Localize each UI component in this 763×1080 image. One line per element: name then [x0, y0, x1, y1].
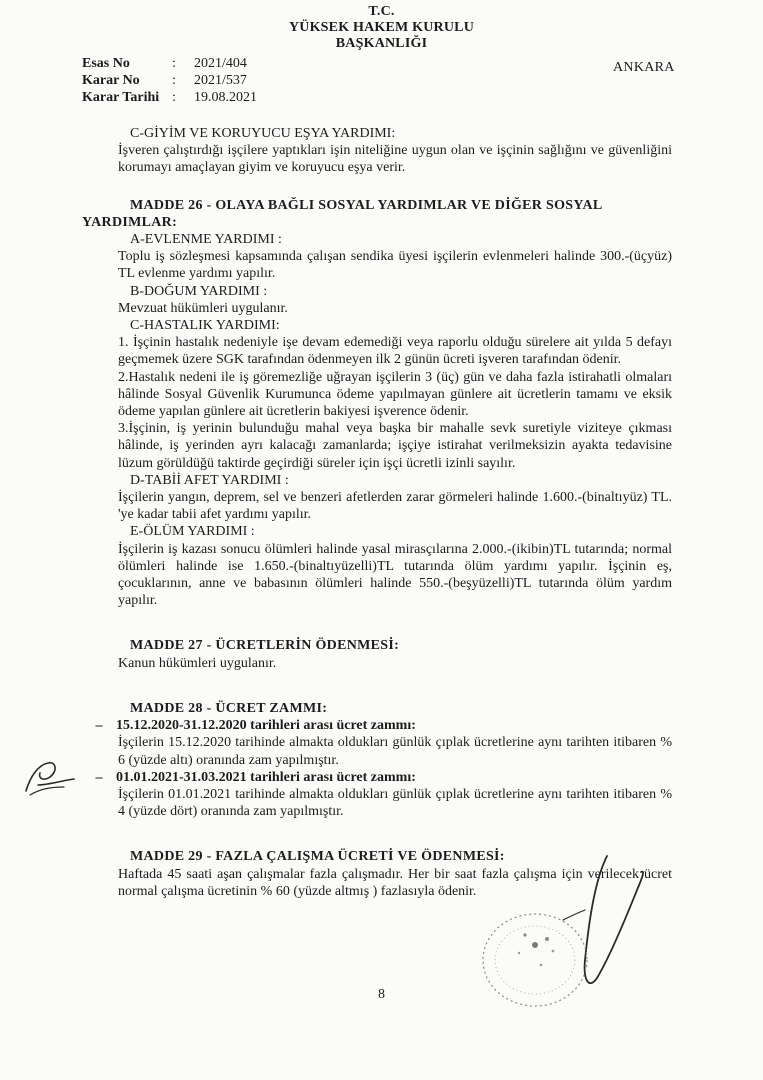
paragraph-olum: İşçilerin iş kazası sonucu ölümleri halinde yasal mirasçılarına 2.000.-(ikibin)TL tutarında; normal ölümleri halinde ise 1.650.-(binaltıyüzelli)TL tutarında ölüm yardımı yapılır. İşçinin eş, çocuklarının, anne ve babasının ölümleri halinde 550.-(beşyüzelli)TL tutarında ölüm yardım yapılır.	[118, 541, 672, 609]
meta-row-karar	[82, 72, 257, 89]
section-heading-afet: D-TABİİ AFET YARDIMI :	[130, 472, 289, 488]
paragraph-dogum: Mevzuat hükümleri uygulanır.	[118, 300, 288, 316]
zam-1-heading: 15.12.2020-31.12.2020 tarihleri arası ücret zammı:	[116, 718, 416, 734]
page-number: 8	[378, 987, 385, 1002]
madde-28-title: MADDE 28 - ÜCRET ZAMMI:	[130, 700, 328, 716]
header-line-tc: T.C.	[368, 4, 395, 19]
meta-label: Esas No	[82, 56, 130, 71]
madde-27-title: MADDE 27 - ÜCRETLERİN ÖDENMESİ:	[130, 638, 400, 654]
document-body	[82, 125, 672, 900]
section-heading-dogum: B-DOĞUM YARDIMI :	[130, 283, 268, 299]
meta-colon: :	[172, 90, 176, 105]
meta-value: 2021/537	[194, 73, 247, 88]
case-metadata	[82, 55, 257, 106]
section-heading-olum: E-ÖLÜM YARDIMI :	[130, 524, 255, 540]
section-heading-hastalik: C-HASTALIK YARDIMI:	[130, 318, 280, 334]
meta-label: Karar Tarihi	[82, 90, 160, 105]
list-item-zam-2	[82, 769, 672, 786]
zam-2-heading: 01.01.2021-31.03.2021 tarihleri arası ücret zammı:	[116, 769, 416, 785]
paragraph-giyim: İşveren çalıştırdığı işçilere yaptıkları işin niteliğine uygun olan ve işçinin sağlığını ve güvenliğini korumayı amaçlayan giyim ve koruyucu eşya verir.	[118, 143, 672, 176]
meta-colon: :	[172, 73, 176, 88]
meta-row-esas	[82, 55, 257, 72]
section-heading-evlenme: A-EVLENME YARDIMI :	[130, 232, 282, 248]
paragraph-evlenme: Toplu iş sözleşmesi kapsamında çalışan sendika üyesi işçilerin evlenmeleri halinde 300.-(üçyüz) TL evlenme yardımı yapılır.	[118, 249, 672, 282]
city-label: ANKARA	[613, 60, 675, 75]
header-line-institution: YÜKSEK HAKEM KURULU	[288, 20, 475, 35]
paragraph-madde-29: Haftada 45 saati aşan çalışmalar fazla çalışmadır. Her bir saat fazla çalışma için verilecek ücret normal çalışma ücretinin % 60 (yüzde altmış ) fazlasıyla ödenir.	[118, 866, 672, 899]
madde-26-title-cont: YARDIMLAR:	[82, 214, 178, 230]
meta-value: 2021/404	[194, 56, 247, 71]
paragraph-hastalik-2: 2.Hastalık nedeni ile iş göremezliğe uğrayan işçilerin 3 (üç) gün ve daha fazla istirahatli olmaları hâlinde Sosyal Güvenlik Kurumunca ödeme yapılmayan günlere ait ücretlerin tamamı ve eksik ödeme yapılan günlere ait ücretlerin bakiyesi işverence ödenir.	[118, 369, 672, 420]
meta-row-karar-tarihi	[82, 89, 257, 106]
meta-colon: :	[172, 56, 176, 71]
list-item-zam-1	[82, 717, 672, 734]
document-header	[0, 4, 763, 52]
paragraph-afet: İşçilerin yangın, deprem, sel ve benzeri afetlerden zarar görmeleri halinde 1.600.-(binaltıyüz) TL. 'ye kadar tabii afet yardımı yapılır.	[118, 490, 672, 523]
madde-29-title: MADDE 29 - FAZLA ÇALIŞMA ÜCRETİ VE ÖDENMESİ:	[130, 849, 505, 865]
paragraph-zam-2: İşçilerin 01.01.2021 tarihinde almakta oldukları günlük çıplak ücretlerine aynı tarihten itibaren % 4 (yüzde dört) oranında zam yapılmıştır.	[118, 786, 672, 820]
meta-label: Karar No	[82, 73, 140, 88]
dash-bullet: –	[95, 718, 103, 734]
madde-26-title: MADDE 26 - OLAYA BAĞLI SOSYAL YARDIMLAR VE DİĞER SOSYAL	[130, 197, 603, 213]
header-line-office: BAŞKANLIĞI	[335, 36, 428, 51]
margin-signature-icon	[20, 755, 80, 799]
paragraph-hastalik-1: 1. İşçinin hastalık nedeniyle işe devam edemediği veya raporlu olduğu sürelere ait yılda 5 defayı geçmemek üzere SGK tarafından ödenmeyen ilk 2 günün ücreti işveren tarafından ödenir.	[118, 335, 672, 368]
meta-value: 19.08.2021	[194, 90, 257, 105]
paragraph-zam-1: İşçilerin 15.12.2020 tarihinde almakta oldukları günlük çıplak ücretlerine aynı tarihten itibaren % 6 (yüzde altı) oranında zam yapılmıştır.	[118, 735, 672, 768]
dash-bullet: –	[95, 769, 103, 785]
paragraph-hastalik-3: 3.İşçinin, iş yerinin bulunduğu mahal veya başka bir mahalle sevk suretiyle viziteye çıkması hâlinde, iş yerinden ayrı kalacağı zamanlarda; işçiye istirahat verilmeksizin ayakta tedavisine lüzum görüldüğü taktirde geçirdiği süreler için işçi ücretli izinli sayılır.	[118, 421, 672, 471]
section-heading-giyim: C-GİYİM VE KORUYUCU EŞYA YARDIMI:	[130, 126, 396, 141]
paragraph-madde-27: Kanun hükümleri uygulanır.	[118, 655, 277, 671]
